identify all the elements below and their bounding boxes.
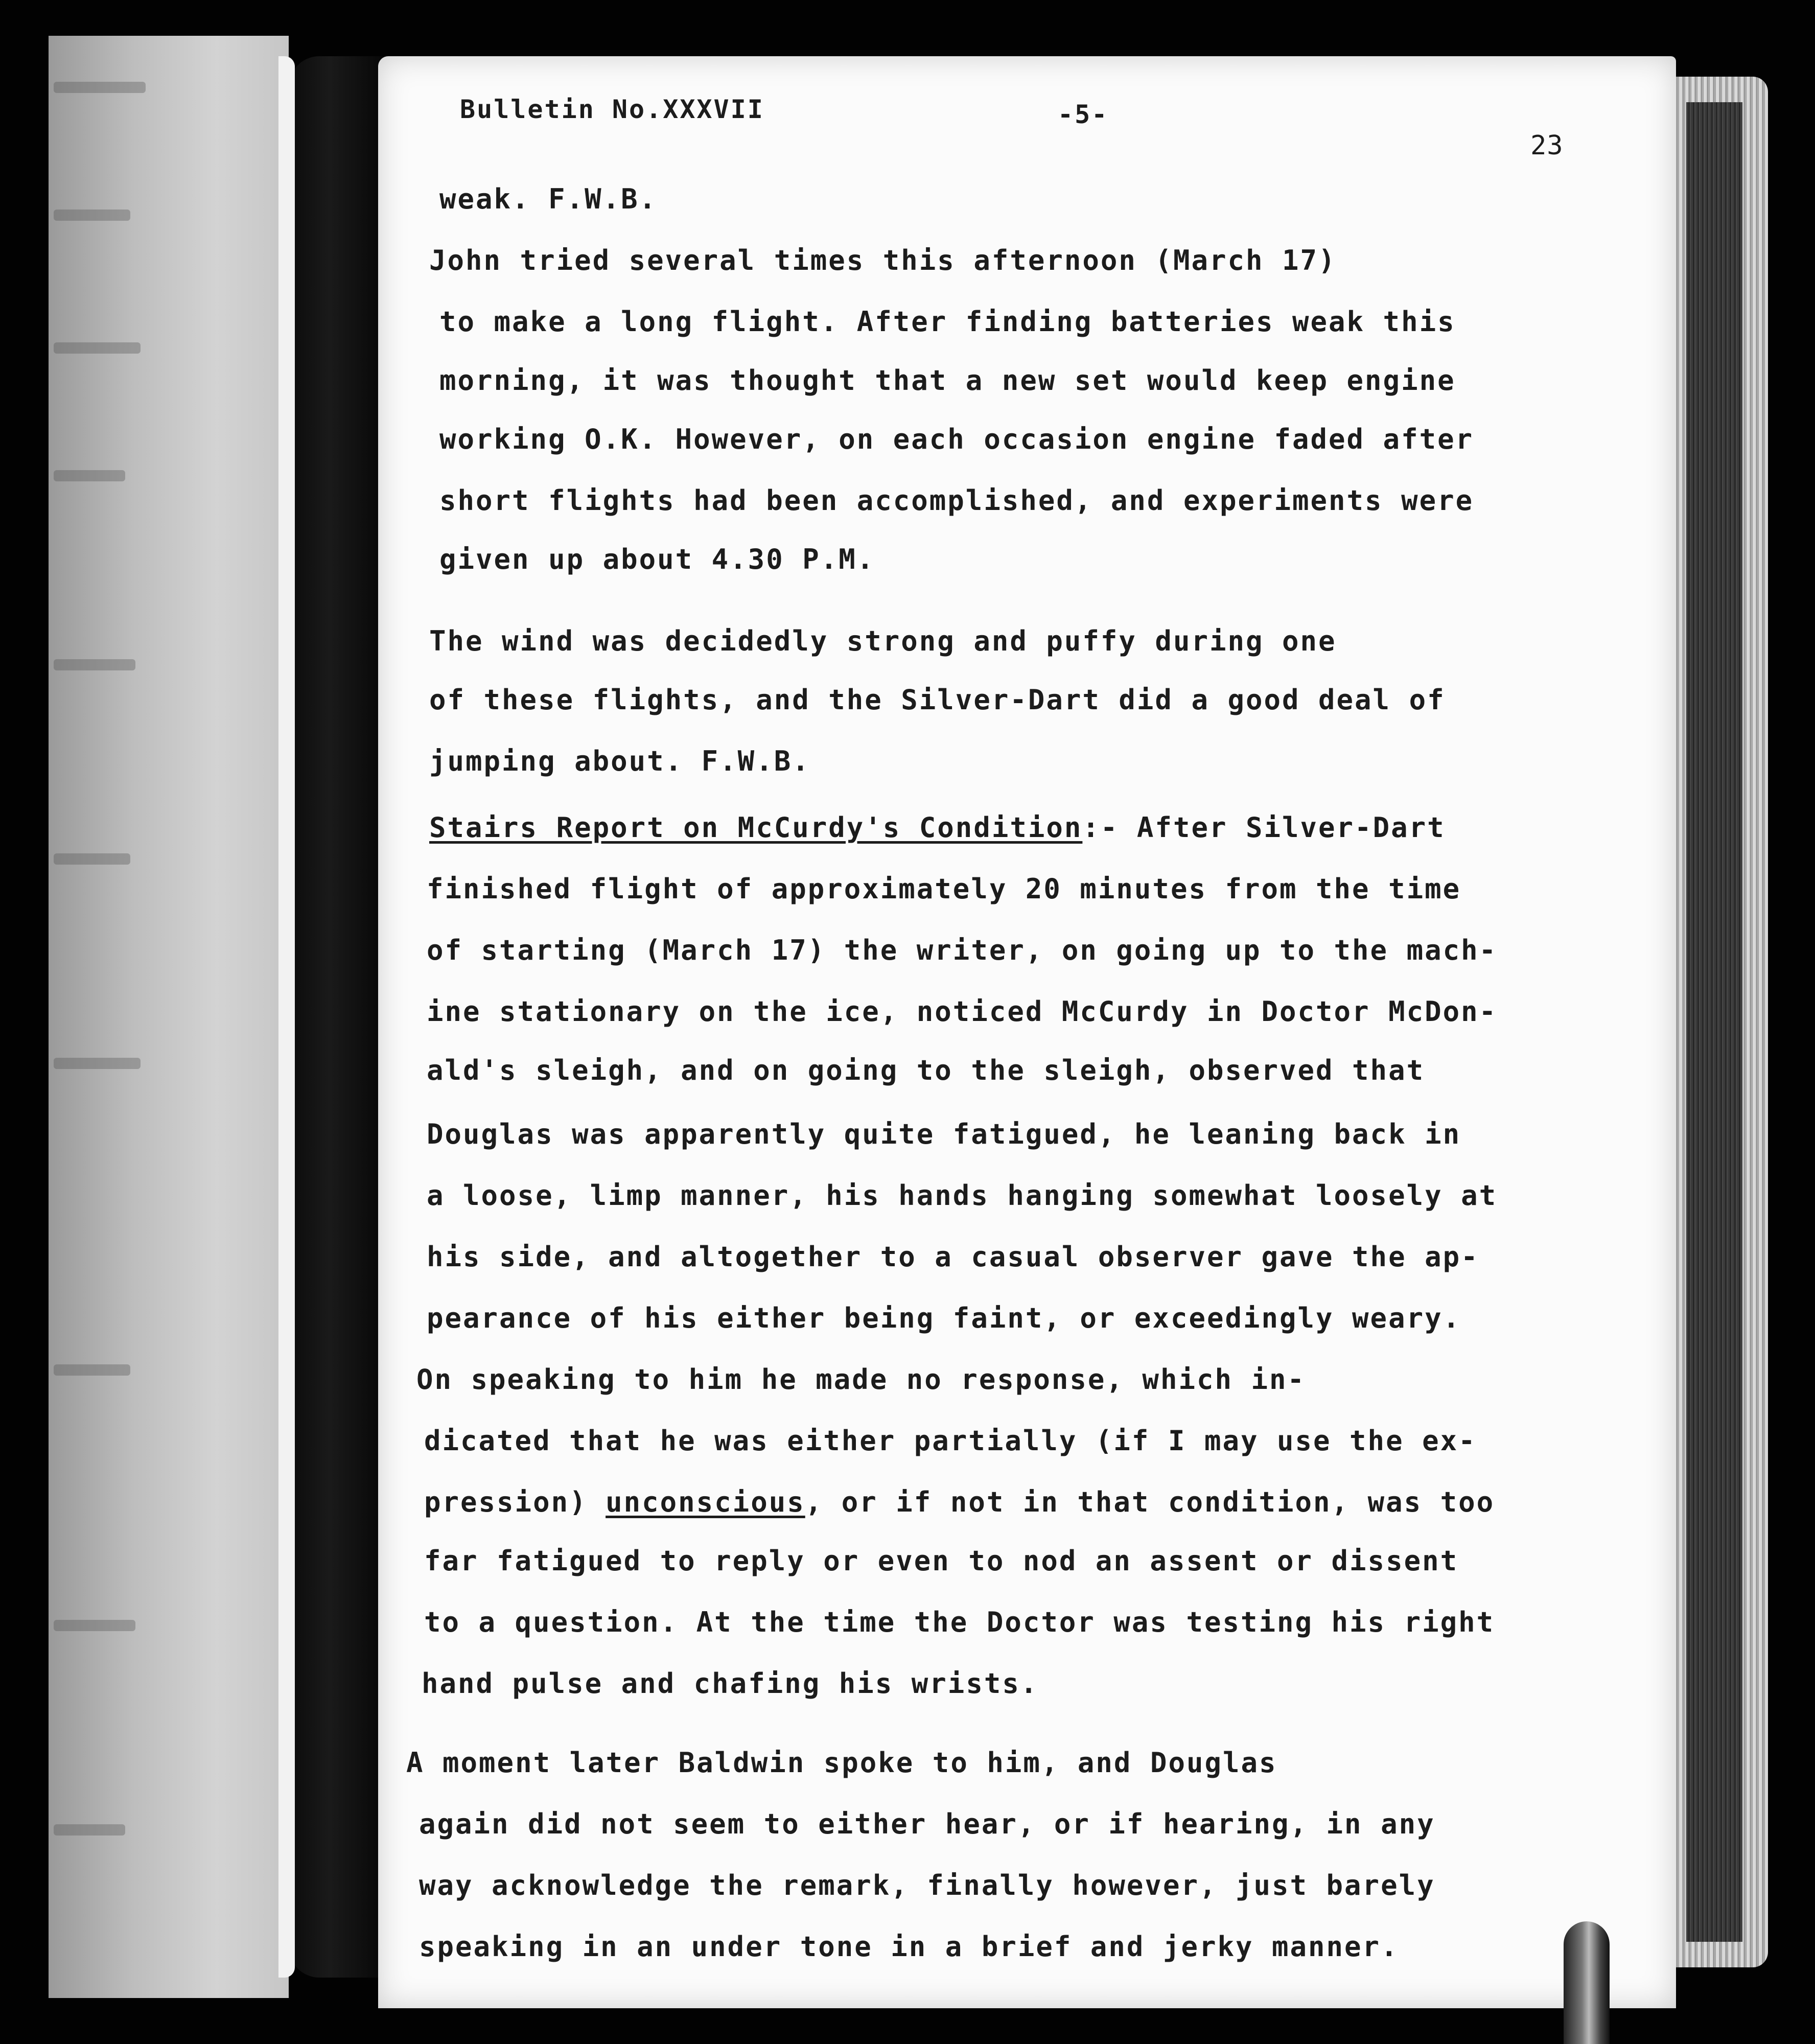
text-fragment: pression) (424, 1486, 606, 1518)
text-line: ald's sleigh, and on going to the sleigh, observed that (427, 1054, 1425, 1086)
text-line: The wind was decidedly strong and puffy during one (429, 625, 1337, 657)
bleed-through-mark (54, 1058, 141, 1069)
text-line: working O.K. However, on each occasion engine faded after (439, 423, 1474, 455)
section-heading-line (429, 812, 1446, 843)
bleed-through-mark (54, 1824, 125, 1836)
text-fragment: :- After Silver-Dart (1082, 811, 1446, 844)
text-line-unconscious (424, 1487, 1495, 1518)
text-line: A moment later Baldwin spoke to him, and Douglas (406, 1747, 1277, 1779)
text-line: short flights had been accomplished, and experiments were (439, 484, 1474, 517)
text-line: a loose, limp manner, his hands hanging somewhat loosely at (427, 1179, 1498, 1212)
text-line: morning, it was thought that a new set would keep engine (439, 364, 1456, 397)
page-marker: -5- (1058, 100, 1109, 129)
text-line: John tried several times this afternoon (March 17) (429, 244, 1337, 276)
bleed-through-mark (54, 659, 135, 670)
text-line: dicated that he was either partially (if I may use the ex- (424, 1425, 1477, 1457)
text-line: of starting (March 17) the writer, on going up to the mach- (427, 934, 1498, 966)
document-page (378, 56, 1676, 2008)
text-line: of these flights, and the Silver-Dart did a good deal of (429, 684, 1446, 716)
text-line: way acknowledge the remark, finally however, just barely (419, 1869, 1435, 1901)
bleed-through-mark (54, 82, 146, 93)
text-line: Douglas was apparently quite fatigued, he leaning back in (427, 1118, 1461, 1150)
bulletin-header: Bulletin No.XXXVII (460, 95, 764, 124)
text-line: speaking in an under tone in a brief and jerky manner. (419, 1931, 1399, 1963)
text-line: On speaking to him he made no response, which in- (416, 1363, 1306, 1396)
text-line: pearance of his either being faint, or exceedingly weary. (427, 1302, 1461, 1334)
bleed-through-mark (54, 470, 125, 481)
prev-page-edge (278, 56, 295, 1978)
text-line: weak. F.W.B. (439, 183, 658, 215)
text-line: far fatigued to reply or even to nod an assent or dissent (424, 1545, 1459, 1577)
stairs-report-heading: Stairs Report on McCurdy's Condition (429, 811, 1083, 844)
pen-pointer (1564, 1921, 1610, 2044)
previous-page (49, 36, 289, 1998)
bleed-through-mark (54, 342, 141, 354)
bleed-through-mark (54, 1620, 135, 1631)
text-line: again did not seem to either hear, or if hearing, in any (419, 1808, 1435, 1840)
binding-gutter (289, 56, 391, 1978)
text-line: ine stationary on the ice, noticed McCurdy in Doctor McDon- (427, 995, 1498, 1028)
bleed-through-mark (54, 1364, 130, 1376)
bleed-through-mark (54, 853, 130, 865)
page-edges-shadow (1686, 102, 1742, 1942)
page-number: 23 (1530, 130, 1564, 161)
underlined-word: unconscious (606, 1486, 805, 1518)
text-line: to a question. At the time the Doctor was testing his right (424, 1606, 1495, 1638)
bleed-through-mark (54, 210, 130, 221)
text-line: finished flight of approximately 20 minutes from the time (427, 873, 1461, 905)
text-line: to make a long flight. After finding batteries weak this (439, 306, 1456, 338)
text-line: his side, and altogether to a casual observer gave the ap- (427, 1241, 1479, 1273)
text-line: hand pulse and chafing his wrists. (422, 1667, 1039, 1700)
text-fragment: , or if not in that condition, was too (805, 1486, 1495, 1518)
text-line: given up about 4.30 P.M. (439, 543, 875, 575)
text-line: jumping about. F.W.B. (429, 745, 810, 777)
